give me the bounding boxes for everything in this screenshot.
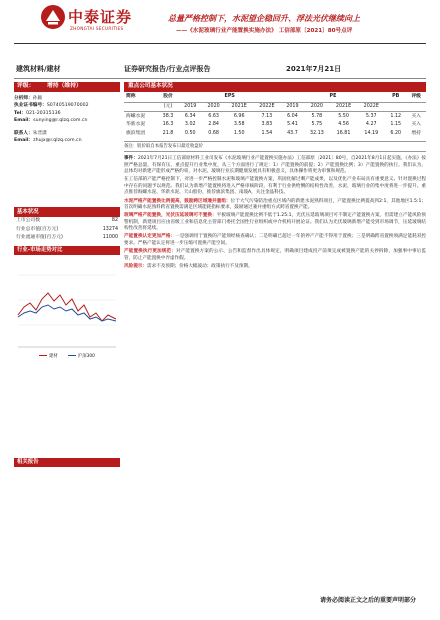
table-cell: 1.12 — [390, 113, 402, 119]
table-cell: 32.13 — [310, 131, 324, 136]
sub-divider — [14, 78, 426, 79]
table-note: 备注：股价取自本报告发布日最近收盘价 — [124, 141, 426, 153]
sub-header: 2019 — [281, 102, 304, 112]
col-pb: PB — [385, 93, 406, 102]
sub-header: 2019 — [179, 102, 202, 112]
report-subtitle: ——《水泥玻璃行业产能置换实施办法》 工信部原〔2021〕80号点评 — [176, 28, 353, 34]
body-paragraph — [124, 213, 426, 232]
table-cell: 1.50 — [233, 131, 245, 136]
left-sidebar — [14, 82, 120, 360]
industry-category: 建筑材料/建材 — [16, 65, 61, 73]
sub-header: 2022E — [357, 102, 385, 112]
sub-header: 2021E — [225, 102, 253, 112]
table-cell: 1.15 — [390, 122, 402, 128]
sub-header — [385, 102, 406, 112]
col-eps: EPS — [179, 93, 281, 102]
table-cell: 7.13 — [261, 113, 273, 119]
basic-row — [14, 225, 120, 234]
table-row — [124, 112, 426, 121]
rating-label: 评级： — [17, 83, 35, 89]
table-cell: 1.54 — [261, 131, 273, 136]
footer-disclaimer: 请务必阅读正文之后的重要声明部分 — [319, 597, 416, 604]
trend-chart — [14, 255, 120, 353]
tel-value: 021-20315136 — [26, 110, 61, 116]
analyst-name-key: 分析师： — [14, 96, 33, 101]
paragraph-text: 平板玻璃产能置换比例不低于1.25:1，光伏压延玻璃项目可不制定产能置换方案，但需建立产能风险预警机制，新建项目应由省级工业和信息化主管部门委托全国性行业组织或中介机构开展论证。我们认为光伏玻璃新增产能受到市场调节，压延玻璃结构性改善将延续。 — [124, 213, 426, 231]
body-paragraph — [124, 199, 426, 211]
table-cell: 6.20 — [390, 131, 402, 136]
legend-market: 沪深300 — [77, 353, 95, 359]
body-paragraph — [124, 249, 426, 261]
table-cell: 16.3 — [162, 122, 174, 128]
table-cell: 38.3 — [162, 113, 174, 119]
company-logo — [40, 4, 133, 42]
cert-key: 执业证书编号： — [14, 103, 47, 109]
basic-key: 上市公司数 — [16, 217, 40, 223]
header-divider — [14, 43, 426, 44]
paragraph-lead: 事件： — [124, 156, 138, 162]
paragraph-text: 需求不及预期；价格大幅波动；政策执行不及预期。 — [146, 264, 253, 270]
logo-chinese: 中泰证券 — [68, 8, 133, 26]
col-name: 简称 — [124, 93, 157, 102]
paragraph-text: 一是强调用于置换的产能须经核查确认；二是明确已超过一年的停产产能不得用于置换；三是明确跨省置换须满足能耗双控要求。严格产能认定将进一步压缩可置换产能空间。 — [124, 234, 426, 246]
paragraph-text: 位于大气污染防治重点区域内的新建水泥熟料项目，产能置换比例提高到2:1，其他地区1.5:1；首次明确水泥熟料跨省置换需满足区域能耗指标要求，鼓励通过兼并重组方式跨省置换产能。 — [124, 198, 426, 210]
related-reports-head: 相关报告 — [14, 458, 120, 467]
sub-header — [406, 102, 426, 112]
company-name: 海螺水泥 — [126, 113, 146, 119]
paragraph-lead: 玻璃严格产能置换，光伏压延玻璃可不置换： — [124, 213, 217, 219]
table-cell: 3.83 — [261, 122, 273, 128]
basic-data-table — [14, 207, 120, 243]
report-date: 2021年7月21日 — [286, 65, 342, 73]
col-rating: 评级 — [406, 93, 426, 102]
analyst-name: 孙颖 — [32, 96, 43, 101]
paragraph-lead: 产能置换认定更加严格： — [124, 234, 176, 240]
table-cell: 5.37 — [365, 113, 377, 119]
contact-email-key: Email： — [14, 138, 34, 144]
contact-email[interactable]: zhujx@r.qlzq.com.cn — [33, 138, 82, 144]
table-row — [124, 130, 426, 139]
email-value[interactable]: sunying@r.qlzq.com.cn — [33, 117, 88, 123]
body-paragraph — [124, 177, 426, 196]
table-cell: 5.41 — [287, 122, 298, 128]
industry-line — [18, 293, 116, 321]
basic-value: 82 — [111, 217, 118, 223]
paragraph-lead: 产能置换执行更加规范： — [124, 249, 176, 255]
basic-value: 11000 — [102, 235, 118, 241]
trend-head: 行业-市场走势对比 — [14, 246, 120, 255]
table-cell: 增持 — [411, 131, 421, 136]
report-title: 总量严格控制下，水泥望企稳回升、浮法光伏继续向上 — [168, 14, 360, 23]
table-cell: 5.75 — [311, 122, 323, 128]
basic-data-head: 基本状况 — [14, 208, 120, 217]
table-cell: 4.27 — [365, 122, 377, 128]
paragraph-lead: 水泥严格产能置换比例提高，鼓励跨区域兼并重组： — [124, 198, 231, 204]
body-paragraph — [124, 264, 426, 270]
basic-value: 13274 — [102, 226, 118, 232]
analyst-info — [14, 95, 120, 145]
table-cell: 16.81 — [336, 131, 351, 136]
logo-mark-icon — [40, 4, 66, 30]
sub-header: 2020 — [202, 102, 225, 112]
report-type: 证券研究报告/行业点评报告 — [124, 65, 211, 73]
logo-english: ZHONGTAI SECURITIES — [70, 26, 124, 31]
table-cell: 3.02 — [184, 122, 196, 128]
table-cell: 买入 — [411, 113, 421, 119]
trend-legend — [14, 354, 120, 360]
col-price: 股价 — [157, 93, 178, 102]
table-cell: 0.68 — [208, 131, 219, 136]
table-row — [124, 121, 426, 130]
sub-header: 2022E — [253, 102, 281, 112]
sub-header: 2021E — [330, 102, 358, 112]
table-cell: 6.34 — [184, 113, 196, 119]
sub-header: (元) — [157, 102, 178, 112]
email-key: Email： — [14, 117, 34, 123]
paragraph-text: 2021年7月21日工信部原材料工业司发布《水泥玻璃行业产能置换实施办法》工信部原〔2021〕80号，自2021年8月1日起实施。《办法》按照严格总量，有保有压，重点提升行业集中度、从三个方面进行了规定：1）产能置换的前提；2）产能置换比例；3）产能置换的执行。我们认为，总体均对新建产能形成严格约束，对水泥、玻璃行业长期健康发展具有积极意义，具体操作将更为审慎和规范。 — [124, 156, 426, 174]
table-cell: 2.84 — [208, 122, 219, 128]
table-cell: 43.7 — [287, 131, 298, 136]
paragraph-text: 对产能置换方案的公示、公告和监督作出具体规定，明确项目建成投产前须完成被置换产能的关停拆除，加强事中事后监管，防止产能置换中弄虚作假。 — [124, 249, 426, 261]
table-cell: 6.96 — [233, 113, 245, 119]
basic-row — [14, 217, 120, 226]
table-cell: 6.63 — [208, 113, 219, 119]
legend-item — [39, 354, 58, 360]
main-content — [124, 82, 426, 273]
body-paragraph — [124, 156, 426, 175]
sub-header — [124, 102, 157, 112]
table-cell: 4.56 — [338, 122, 349, 128]
company-name: 旗滨集团 — [126, 131, 146, 136]
cert-number: S0740519070002 — [46, 103, 89, 109]
contact-key: 联系人： — [14, 131, 33, 137]
body-paragraph — [124, 234, 426, 246]
basic-key: 行业流通市值(百万元) — [16, 235, 63, 241]
basic-key: 行业总市值(百万元) — [16, 226, 59, 232]
key-companies-head: 重点公司基本状况 — [124, 82, 426, 92]
table-cell: 14.19 — [364, 131, 379, 136]
report-body — [124, 156, 426, 270]
legend-industry: 建材 — [49, 353, 58, 359]
table-cell: 0.50 — [184, 131, 196, 136]
contact-name: 朱晋潇 — [32, 131, 47, 137]
table-cell: 5.78 — [311, 113, 323, 119]
basic-row — [14, 234, 120, 243]
sub-header: 2020 — [304, 102, 330, 112]
paragraph-lead: 风险提示： — [124, 264, 147, 270]
paragraph-text: 在工信部的产能严格控制下，对进一步严格控制水泥和玻璃产能置换方案，巩固化解过剩产能成果，以及优化产业布局具有重要意义。针对置换过程中存在的问题予以规范。我们认为新增产能置换将进入严格审核阶段，有利于行业供给侧的结构性改善，水泥、玻璃行业的集中度将进一步提升。重点推荐海螺水泥、华新水泥、天山股份，推荐旗滨集团、南玻A，关注金晶科技。 — [124, 177, 426, 195]
market-line — [18, 305, 116, 321]
tel-key: Tel： — [14, 110, 27, 116]
table-cell: 21.8 — [162, 131, 174, 136]
legend-item — [68, 354, 95, 360]
company-name: 华新水泥 — [126, 122, 146, 128]
col-pe: PE — [281, 93, 385, 102]
table-cell: 3.58 — [233, 122, 245, 128]
table-cell: 5.50 — [338, 113, 349, 119]
table-cell: 6.04 — [287, 113, 298, 119]
table-cell: 买入 — [411, 122, 421, 128]
key-companies-table — [124, 93, 426, 139]
rating-bar — [14, 82, 120, 92]
rating-value: 增持（维持） — [47, 83, 82, 89]
